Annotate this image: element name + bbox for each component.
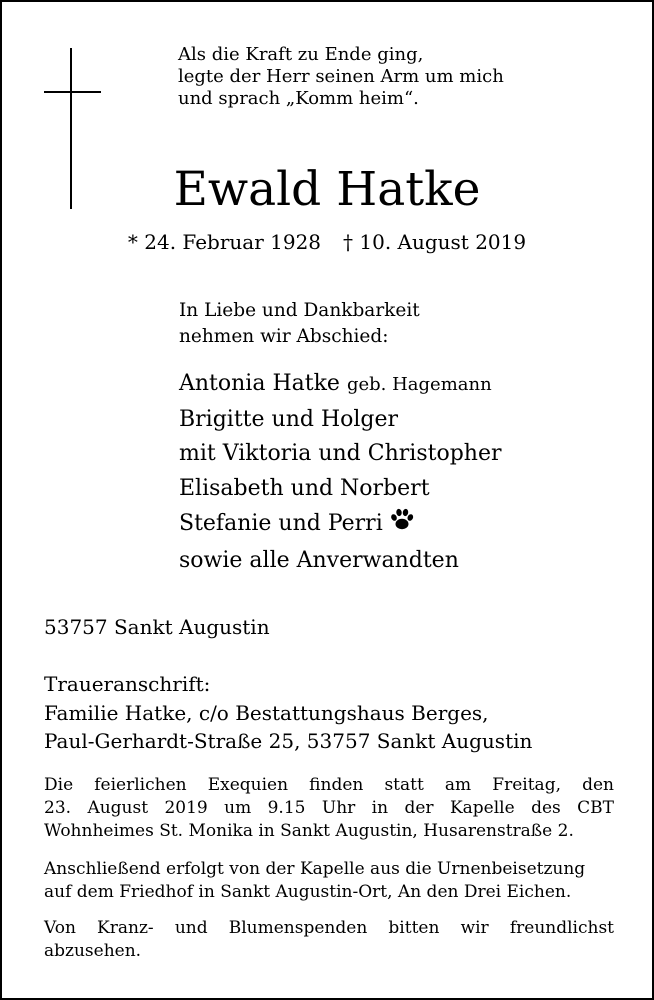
mourner-name: Stefanie und Perri <box>179 511 383 536</box>
birth-date: * 24. Februar 1928 <box>127 230 322 254</box>
condolence-address <box>44 670 532 756</box>
deceased-name: Ewald Hatke <box>173 162 481 217</box>
mourner-name: Antonia Hatke <box>179 371 340 396</box>
verse-line: und sprach „Komm heim“. <box>178 88 419 109</box>
burial-paragraph <box>44 858 614 904</box>
paragraph-line: Anschließend erfolgt von der Kapelle aus die Urnenbeisetzung <box>44 859 586 879</box>
paragraph-line: abzusehen. <box>44 941 142 961</box>
paragraph-line: auf dem Friedhof in Sankt Augustin-Ort, An den Drei Eichen. <box>44 882 572 902</box>
address-label: Traueranschrift: <box>44 672 211 696</box>
mourner-line <box>179 506 501 544</box>
mourner-line: sowie alle Anverwandten <box>179 547 459 573</box>
donations-paragraph <box>44 917 614 963</box>
paragraph-line: Die feierlichen Exequien finden statt am Freitag, den <box>44 775 614 795</box>
mourner-line: mit Viktoria und Christopher <box>179 441 502 466</box>
mourner-line <box>179 367 501 403</box>
place: 53757 Sankt Augustin <box>44 615 270 639</box>
mourner-line: Elisabeth und Norbert <box>179 475 430 501</box>
verse-line: legte der Herr seinen Arm um mich <box>178 66 504 87</box>
verse-line: Als die Kraft zu Ende ging, <box>178 44 424 65</box>
address-line: Paul-Gerhardt-Straße 25, 53757 Sankt Augustin <box>44 729 533 753</box>
intro-line: nehmen wir Abschied: <box>179 326 389 347</box>
paragraph-line: 23. August 2019 um 9.15 Uhr in der Kapelle des CBT <box>44 798 614 818</box>
life-dates <box>2 228 652 256</box>
paragraph-line: Wohnheimes St. Monika in Sankt Augustin, Husarenstraße 2. <box>44 821 574 841</box>
service-paragraph <box>44 774 614 843</box>
farewell-intro <box>179 298 420 350</box>
intro-line: In Liebe und Dankbarkeit <box>179 300 420 321</box>
cross-horizontal-bar <box>44 91 101 93</box>
mourners-list <box>179 367 501 578</box>
verse <box>178 44 504 110</box>
paw-print-icon <box>389 506 415 544</box>
address-line: Familie Hatke, c/o Bestattungshaus Berges, <box>44 700 489 725</box>
death-date: † 10. August 2019 <box>343 230 527 254</box>
paragraph-line: Von Kranz- und Blumenspenden bitten wir freundlichst <box>44 918 614 938</box>
maiden-name-note: geb. Hagemann <box>346 374 492 395</box>
mourner-line: Brigitte und Holger <box>179 406 399 432</box>
